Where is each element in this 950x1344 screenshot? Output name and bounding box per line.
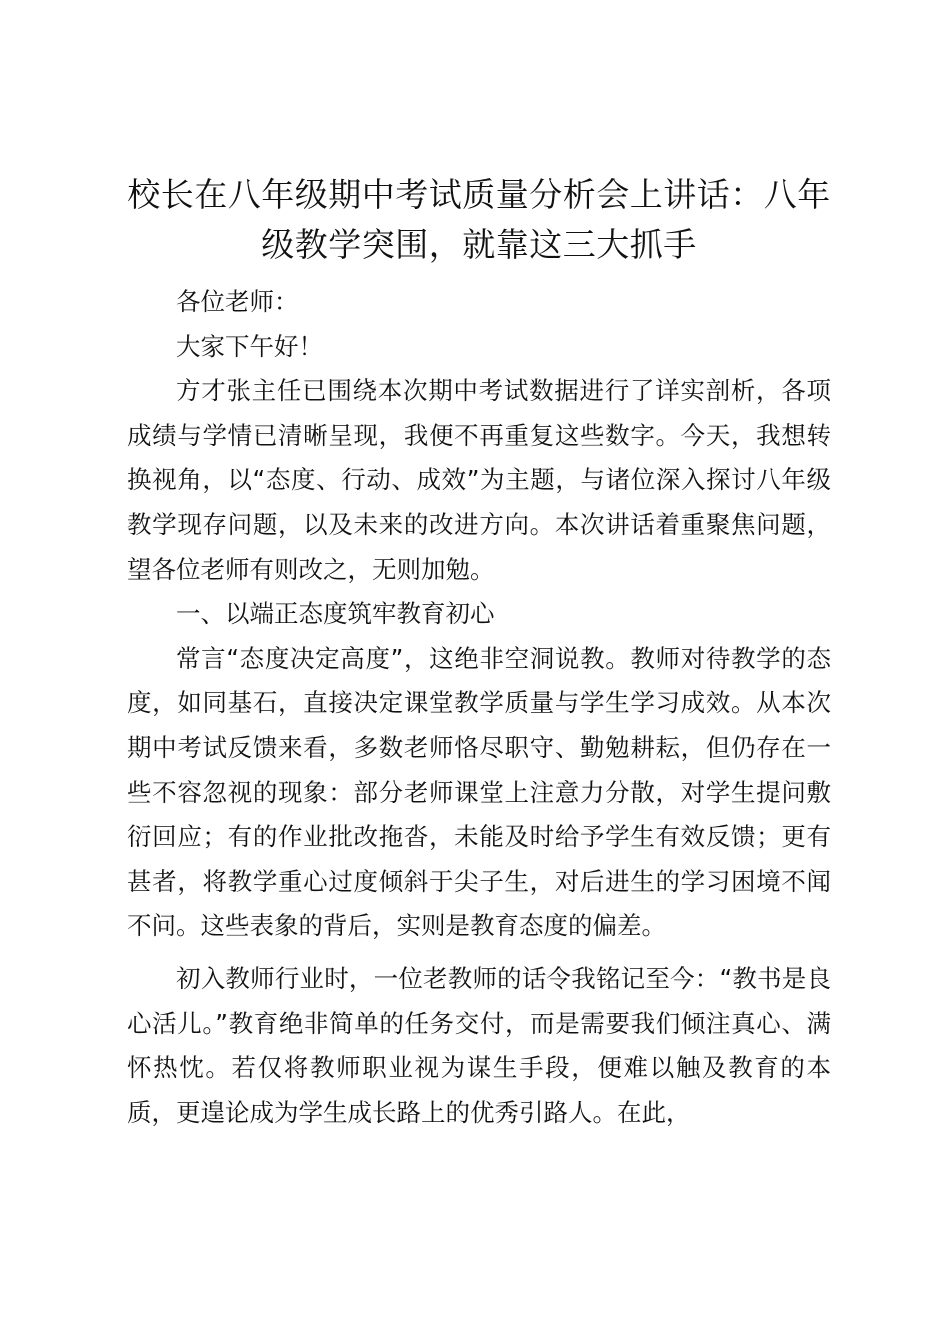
salutation: 各位老师： (176, 287, 299, 316)
intro-paragraph: 方才张主任已围绕本次期中考试数据进行了详实剖析，各项成绩与学情已清晰呈现，我便不再重复这些数字。今天，我想转换视角，以“态度、行动、成效”为主题，与诸位深入探讨八年级教学现存问题，以及未来的改进方向。本次讲话着重聚焦问题，望各位老师有则改之，无则加勉。 (127, 376, 831, 584)
greeting: 大家下午好！ (176, 331, 323, 361)
document-title: 校长在八年级期中考试质量分析会上讲话：八年级教学突围，就靠这三大抓手 (127, 175, 831, 264)
body-paragraph: 初入教师行业时，一位老教师的话令我铭记至今：“教书是良心活儿。”教育绝非简单的任务交付，而是需要我们倾注真心、满怀热忱。若仅将教师职业视为谋生手段，便难以触及教育的本质，更遑论成为学生成长路上的优秀引路人。在此， (127, 963, 831, 1127)
document-page (127, 170, 831, 1135)
body-paragraph: 常言“态度决定高度”，这绝非空洞说教。教师对待教学的态度，如同基石，直接决定课堂教学质量与学生学习成效。从本次期中考试反馈来看，多数老师恪尽职守、勤勉耕耘，但仍存在一些不容忽视的现象：部分老师课堂上注意力分散，对学生提问敷衍回应；有的作业批改拖沓，未能及时给予学生有效反馈；更有甚者，将教学重心过度倾斜于尖子生，对后进生的学习困境不闻不问。这些表象的背后，实则是教育态度的偏差。 (127, 643, 831, 941)
section-heading: 一、以端正态度筑牢教育初心 (176, 599, 495, 629)
